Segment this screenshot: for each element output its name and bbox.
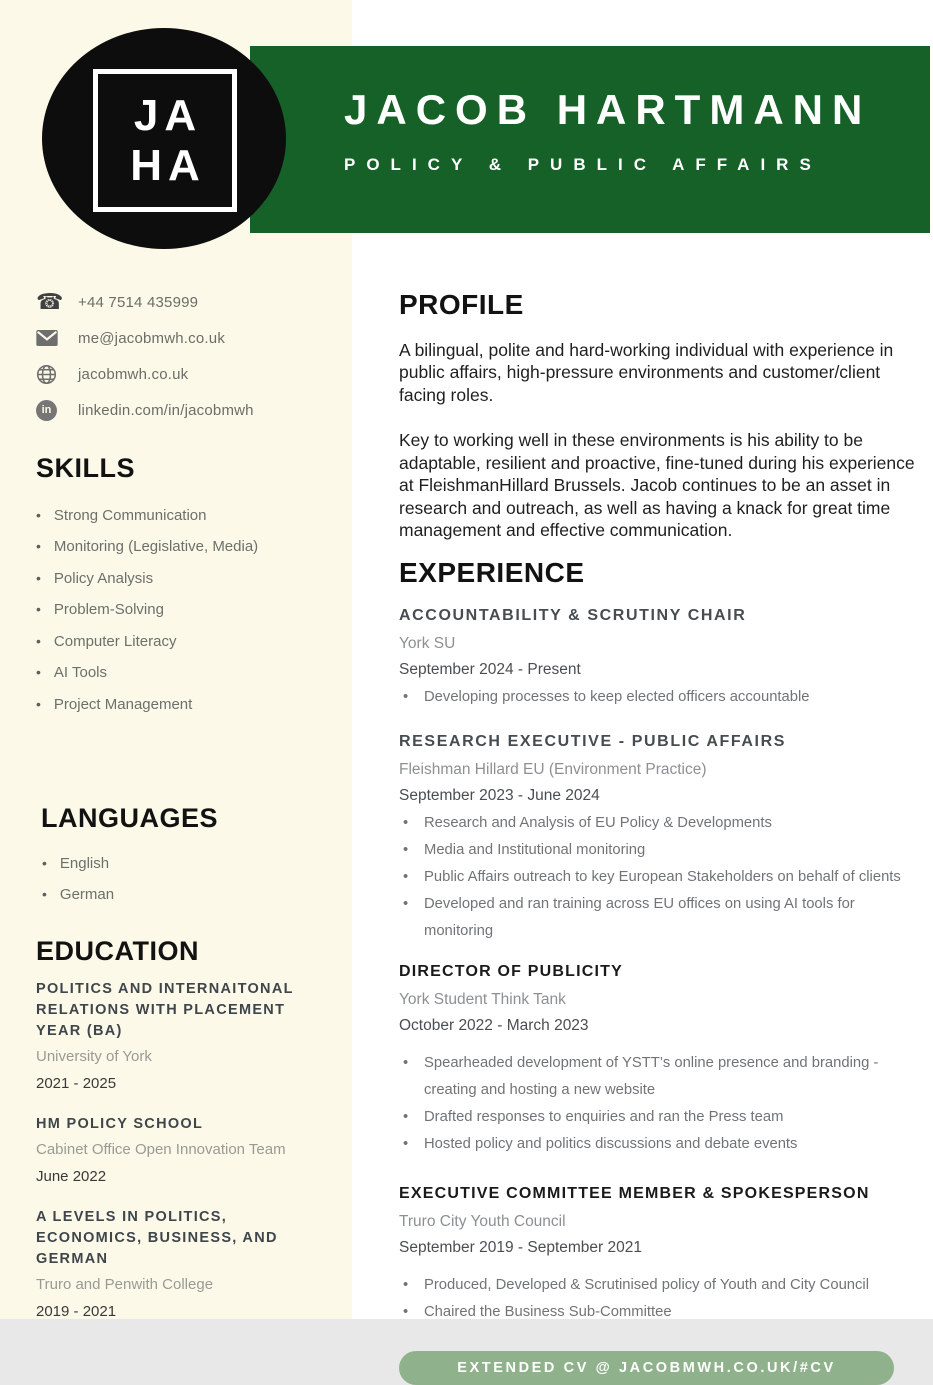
job-company: York Student Think Tank: [399, 991, 566, 1009]
email-icon: [36, 326, 62, 350]
job-bullet-list: [399, 1272, 923, 1326]
education-degree: HM POLICY SCHOOL: [36, 1115, 204, 1132]
education-heading: EDUCATION: [36, 935, 199, 966]
monogram-frame: [93, 69, 237, 212]
monogram-bottom: HA: [130, 140, 206, 190]
job-bullet: • Drafted responses to enquiries and ran the Press team: [399, 1104, 923, 1131]
globe-icon: [36, 362, 62, 386]
monogram-top: JA: [133, 90, 203, 140]
job-bullet: • Media and Institutional monitoring: [399, 837, 923, 864]
profile-heading: PROFILE: [399, 288, 524, 320]
education-entry: [36, 1207, 326, 1321]
education-dates: 2019 - 2021: [36, 1302, 117, 1320]
education-entry: [36, 1114, 326, 1186]
contact-linkedin[interactable]: [36, 392, 326, 428]
education-dates: 2021 - 2025: [36, 1074, 117, 1092]
profile-paragraph: Key to working well in these environments is his ability to be adaptable, resilient and proactive, fine-tuned during his experience at FleishmanHillard Brussels. Jacob continues to be an asset in research and outreach, as well as having a knack for great time management and effective communication.: [399, 430, 915, 540]
contact-website[interactable]: [36, 356, 326, 392]
job-entry: [399, 732, 923, 945]
monogram-logo: [42, 28, 286, 249]
job-bullet: • Hosted policy and politics discussions and debate events: [399, 1131, 923, 1158]
header-tagline: POLICY & PUBLIC AFFAIRS: [344, 155, 822, 174]
page-title: JACOB HARTMANN: [344, 86, 872, 133]
languages-list: [36, 848, 326, 910]
job-bullet: • Research and Analysis of EU Policy & Developments: [399, 810, 923, 837]
job-bullet: • Spearheaded development of YSTT’s online presence and branding - creating and hosting a new website: [399, 1050, 923, 1104]
contact-phone[interactable]: [36, 284, 326, 320]
job-company: Truro City Youth Council: [399, 1213, 566, 1231]
skill-item: • Monitoring (Legislative, Media): [36, 531, 326, 563]
language-item: • English: [42, 848, 326, 879]
skills-list: [36, 500, 326, 721]
education-dates: June 2022: [36, 1167, 107, 1185]
main-column: [352, 0, 933, 1377]
education-school: Cabinet Office Open Innovation Team: [36, 1140, 286, 1158]
contact-email[interactable]: [36, 320, 326, 356]
linkedin-icon: in: [36, 398, 62, 422]
job-bullet: • Produced, Developed & Scrutinised policy of Youth and City Council: [399, 1272, 923, 1299]
experience-heading: EXPERIENCE: [399, 556, 585, 588]
languages-heading: LANGUAGES: [41, 803, 219, 834]
job-bullet: • Public Affairs outreach to key European Stakeholders on behalf of clients: [399, 864, 923, 891]
job-title: EXECUTIVE COMMITTEE MEMBER & SPOKESPERSON: [399, 1185, 870, 1203]
skill-item: • AI Tools: [36, 657, 326, 689]
phone-number: +44 7514 435999: [78, 293, 199, 311]
education-school: Truro and Penwith College: [36, 1275, 214, 1293]
education-degree: POLITICS AND INTERNAITONAL RELATIONS WITH PLACEMENT YEAR (BA): [36, 980, 294, 1039]
skill-item: • Project Management: [36, 689, 326, 721]
profile-paragraph: A bilingual, polite and hard-working individual with experience in public affairs, high-pressure environments and customer/client facing roles.: [399, 339, 894, 405]
job-dates: October 2022 - March 2023: [399, 1017, 589, 1035]
job-entry: [399, 606, 923, 711]
job-entry: [399, 1184, 923, 1326]
contact-list: [36, 284, 326, 428]
skill-item: • Computer Literacy: [36, 626, 326, 658]
job-company: York SU: [399, 635, 456, 653]
job-bullet: • Developed and ran training across EU offices on using AI tools for monitoring: [399, 891, 923, 945]
email-address: me@jacobmwh.co.uk: [78, 329, 226, 347]
extended-cv-button[interactable]: [399, 1351, 894, 1385]
job-bullet: • Chaired the Business Sub-Committee: [399, 1299, 923, 1326]
job-dates: September 2019 - September 2021: [399, 1239, 642, 1257]
education-school: University of York: [36, 1047, 152, 1065]
job-bullet-list: [399, 684, 923, 711]
phone-icon: ☎: [36, 289, 64, 314]
skills-heading: SKILLS: [36, 453, 136, 483]
education-entry: [36, 979, 326, 1093]
job-title: ACCOUNTABILITY & SCRUTINY CHAIR: [399, 607, 747, 625]
linkedin-url: linkedin.com/in/jacobmwh: [78, 401, 254, 419]
job-title: RESEARCH EXECUTIVE - PUBLIC AFFAIRS: [399, 733, 786, 751]
language-item: • German: [42, 879, 326, 910]
job-bullet-list: [399, 810, 923, 945]
job-entry: [399, 962, 923, 1158]
job-dates: September 2024 - Present: [399, 661, 581, 679]
skill-item: • Strong Communication: [36, 500, 326, 532]
job-bullet-list: [399, 1050, 923, 1158]
skill-item: • Problem-Solving: [36, 594, 326, 626]
website-url: jacobmwh.co.uk: [78, 365, 189, 383]
job-bullet: • Developing processes to keep elected officers accountable: [399, 684, 923, 711]
skill-item: • Policy Analysis: [36, 563, 326, 595]
job-title: DIRECTOR OF PUBLICITY: [399, 963, 624, 981]
education-degree: A LEVELS IN POLITICS, ECONOMICS, BUSINESS, AND GERMAN: [36, 1208, 278, 1267]
job-dates: September 2023 - June 2024: [399, 787, 600, 805]
job-company: Fleishman Hillard EU (Environment Practice): [399, 761, 707, 779]
extended-cv-label: EXTENDED CV @ JACOBMWH.CO.UK/#CV: [457, 1360, 836, 1377]
